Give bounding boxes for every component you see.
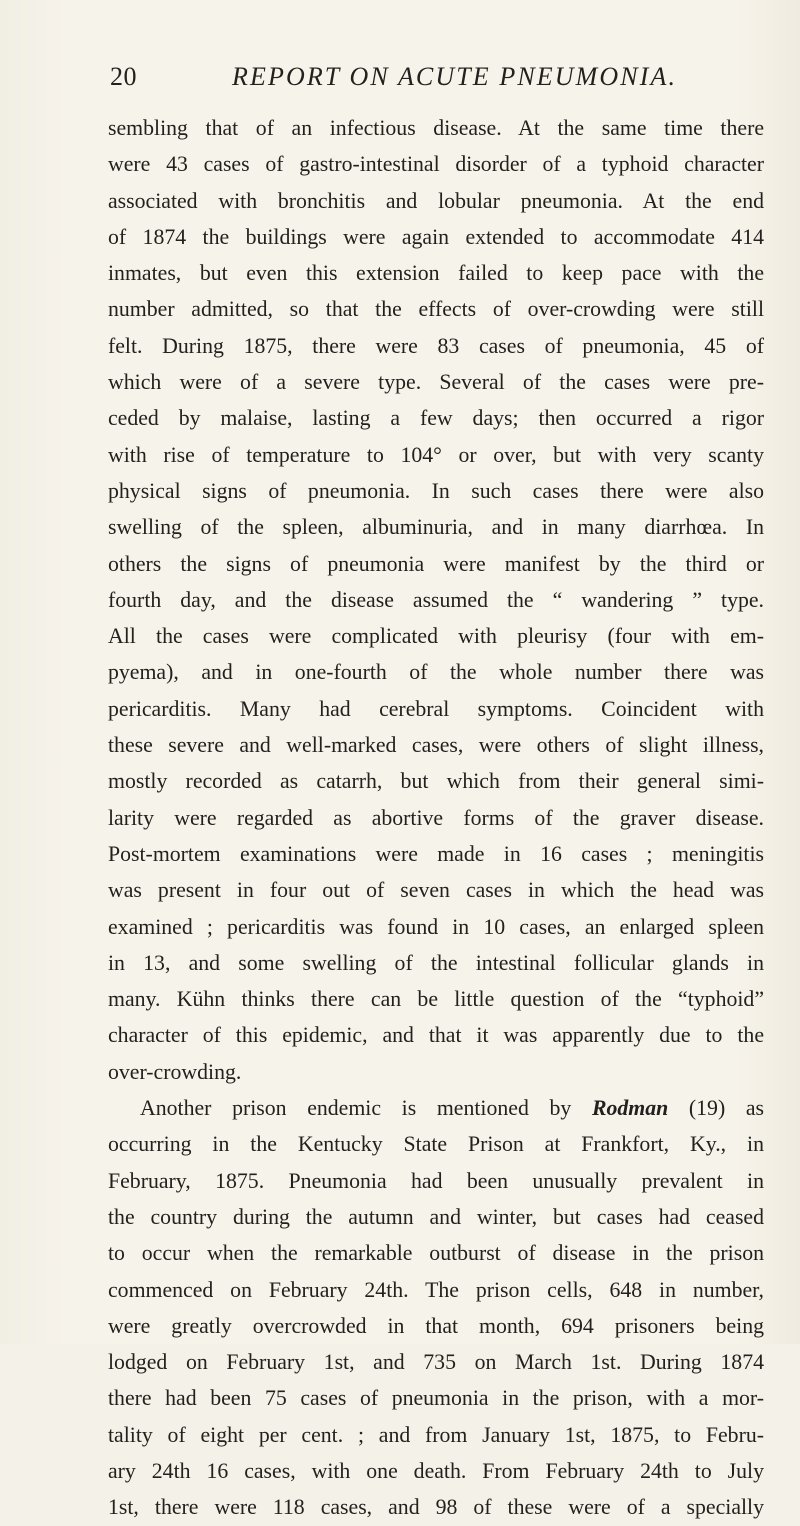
text-line: which were of a severe type. Several of the cases were pre- xyxy=(108,370,764,395)
text-line: All the cases were complicated with pleurisy (four with em- xyxy=(108,624,764,649)
paragraph-start-line xyxy=(108,1090,764,1126)
text-line: 1st, there were 118 cases, and 98 of these were of a specially xyxy=(108,1495,764,1520)
text-line: examined ; pericarditis was found in 10 cases, an enlarged spleen xyxy=(108,914,764,939)
text-line: February, 1875. Pneumonia had been unusually prevalent in xyxy=(108,1168,764,1193)
text-line: pyema), and in one-fourth of the whole number there was xyxy=(108,660,764,685)
text-line: larity were regarded as abortive forms of the graver disease. xyxy=(108,805,764,830)
text-line: to occur when the remarkable outburst of disease in the prison xyxy=(108,1241,764,1266)
text-line: with rise of temperature to 104° or over, but with very scanty xyxy=(108,442,764,467)
text-line: others the signs of pneumonia were manifest by the third or xyxy=(108,551,764,576)
text-line: character of this epidemic, and that it was apparently due to the xyxy=(108,1023,764,1048)
text-line: inmates, but even this extension failed to keep pace with the xyxy=(108,261,764,286)
text-line: Post-mortem examinations were made in 16 cases ; meningitis xyxy=(108,841,764,866)
text-line: in 13, and some swelling of the intestinal follicular glands in xyxy=(108,950,764,975)
text-line: lodged on February 1st, and 735 on March 1st. During 1874 xyxy=(108,1350,764,1375)
text-line: tality of eight per cent. ; and from January 1st, 1875, to Febru- xyxy=(108,1422,764,1447)
text-line: associated with bronchitis and lobular pneumonia. At the end xyxy=(108,188,764,213)
text-line: sembling that of an infectious disease. At the same time there xyxy=(108,116,764,140)
text-line: fourth day, and the disease assumed the “ wandering ” type. xyxy=(108,587,764,612)
text-line: of 1874 the buildings were again extended to accommodate 414 xyxy=(108,224,764,249)
text-line: pericarditis. Many had cerebral symptoms. Coincident with xyxy=(108,696,764,721)
text-line: number admitted, so that the effects of over-crowding were still xyxy=(108,297,764,322)
text-line: physical signs of pneumonia. In such cases there were also xyxy=(108,478,764,503)
body-text xyxy=(108,110,764,1526)
text-line: occurring in the Kentucky State Prison at Frankfort, Ky., in xyxy=(108,1132,764,1157)
text-line: felt. During 1875, there were 83 cases of pneumonia, 45 of xyxy=(108,333,764,358)
page-header xyxy=(110,62,710,102)
text-line: these severe and well-marked cases, were others of slight illness, xyxy=(108,733,764,758)
text-fragment: (19) as xyxy=(668,1096,764,1121)
text-line: were greatly overcrowded in that month, 694 prisoners being xyxy=(108,1313,764,1338)
text-line: mostly recorded as catarrh, but which from their general simi- xyxy=(108,769,764,794)
text-line: ary 24th 16 cases, with one death. From February 24th to July xyxy=(108,1458,764,1483)
page-number: 20 xyxy=(110,62,137,91)
running-title: REPORT ON ACUTE PNEUMONIA. xyxy=(232,62,678,91)
text-line: was present in four out of seven cases in which the head was xyxy=(108,878,764,903)
author-name: Rodman xyxy=(591,1096,669,1121)
text-line: ceded by malaise, lasting a few days; then occurred a rigor xyxy=(108,406,764,431)
text-line: there had been 75 cases of pneumonia in the prison, with a mor- xyxy=(108,1386,764,1411)
text-line: over-crowding. xyxy=(108,1059,242,1084)
text-line: swelling of the spleen, albuminuria, and in many diarrhœa. In xyxy=(108,515,764,540)
text-fragment: Another prison endemic is mentioned by xyxy=(140,1096,592,1121)
text-line: many. Kühn thinks there can be little question of the “typhoid” xyxy=(108,987,764,1012)
text-line: were 43 cases of gastro-intestinal disorder of a typhoid character xyxy=(108,152,764,177)
text-line: the country during the autumn and winter, but cases had ceased xyxy=(108,1204,764,1229)
text-line: commenced on February 24th. The prison cells, 648 in number, xyxy=(108,1277,764,1302)
